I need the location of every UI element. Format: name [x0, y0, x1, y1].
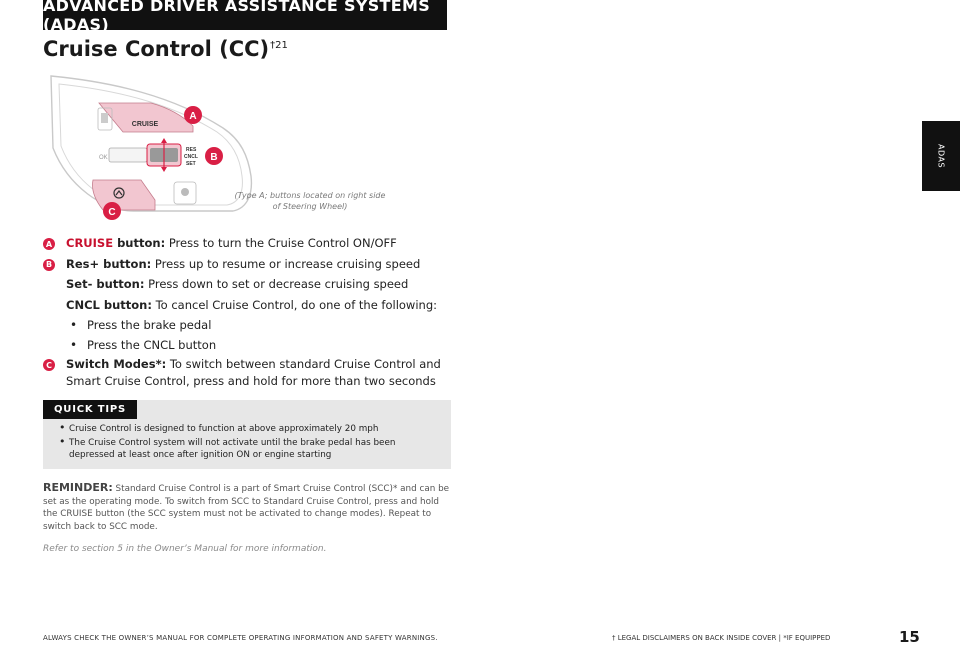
item-marker-c: C: [43, 359, 55, 371]
right-icon: [181, 188, 189, 196]
set-label: SET: [186, 161, 196, 167]
left-icon: [101, 113, 108, 123]
cruise-label-suffix: button:: [113, 236, 166, 250]
section-banner: ADVANCED DRIVER ASSISTANCE SYSTEMS (ADAS): [43, 0, 447, 30]
cncl-button-text: To cancel Cruise Control, do one of the following:: [151, 297, 437, 312]
footer-disclaimer: † LEGAL DISCLAIMERS ON BACK INSIDE COVER | *IF EQUIPPED: [612, 634, 831, 642]
quick-tips-title: QUICK TIPS: [43, 400, 137, 419]
ok-label: OK: [99, 155, 108, 161]
item-switch-modes: [43, 356, 463, 390]
marker-b-label: B: [210, 152, 218, 163]
res-button-text: Press up to resume or increase cruising speed: [151, 256, 421, 271]
scroll-wheel-left: [109, 148, 147, 162]
cruise-text: Press to turn the Cruise Control ON/OFF: [165, 236, 397, 250]
item-res: [43, 256, 463, 273]
side-tab-label: ADAS: [936, 143, 946, 169]
res-button-label: Res+ button:: [66, 256, 152, 271]
switch-modes-label: Switch Modes*:: [66, 357, 167, 371]
button-descriptions: [43, 235, 463, 394]
item-marker-a: A: [43, 238, 55, 250]
quick-tip-item: • Cruise Control is designed to function at above approximately 20 mph: [59, 423, 439, 435]
manual-reference: Refer to section 5 in the Owner’s Manual for more information.: [43, 544, 327, 554]
item-cruise: [43, 235, 463, 252]
set-button-text: Press down to set or decrease cruising speed: [144, 277, 409, 291]
cruise-label: CRUISE: [66, 236, 114, 250]
reminder-label: REMINDER:: [43, 481, 113, 494]
bullet-cncl: • Press the CNCL button: [43, 337, 463, 354]
switch-modes-text: To switch between standard Cruise Control and Smart Cruise Control, press and hold for more than two seconds: [66, 357, 441, 388]
item-cncl: [43, 297, 463, 314]
quick-tips-box: [43, 400, 451, 469]
set-button-label: Set- button:: [66, 277, 145, 291]
reminder: [43, 482, 453, 533]
side-tab: [922, 121, 960, 191]
item-marker-b: B: [43, 259, 55, 271]
reminder-text: Standard Cruise Control is a part of Smart Cruise Control (SCC)* and can be set as the operating mode. To switch from SCC to Standard Cruise Control, press and hold the CRUISE button (the SCC system must not be activated to change modes). Repeat to switch back to SCC mode.: [43, 484, 450, 532]
diagram-caption: (Type A; buttons located on right side of Steering Wheel): [234, 191, 386, 211]
page-title: [43, 37, 288, 61]
quick-tips-list: [59, 423, 439, 463]
footer-warning: ALWAYS CHECK THE OWNER’S MANUAL FOR COMPLETE OPERATING INFORMATION AND SAFETY WARNINGS.: [43, 634, 438, 642]
res-label: RES: [186, 147, 197, 153]
marker-a-label: A: [189, 111, 197, 122]
cruise-button-label: CRUISE: [131, 121, 159, 128]
quick-tip-item: • The Cruise Control system will not activate until the brake pedal has been depressed at least once after ignition ON or engine starting: [59, 437, 439, 461]
marker-c-label: C: [108, 207, 116, 218]
page-title-text: Cruise Control (CC): [43, 37, 270, 61]
cncl-button-label: CNCL button:: [66, 297, 152, 312]
title-footnote: †21: [270, 40, 288, 51]
bullet-brake: • Press the brake pedal: [43, 317, 463, 334]
page-number: 15: [899, 628, 920, 646]
item-set: [43, 276, 463, 293]
cncl-label: CNCL: [184, 154, 198, 160]
